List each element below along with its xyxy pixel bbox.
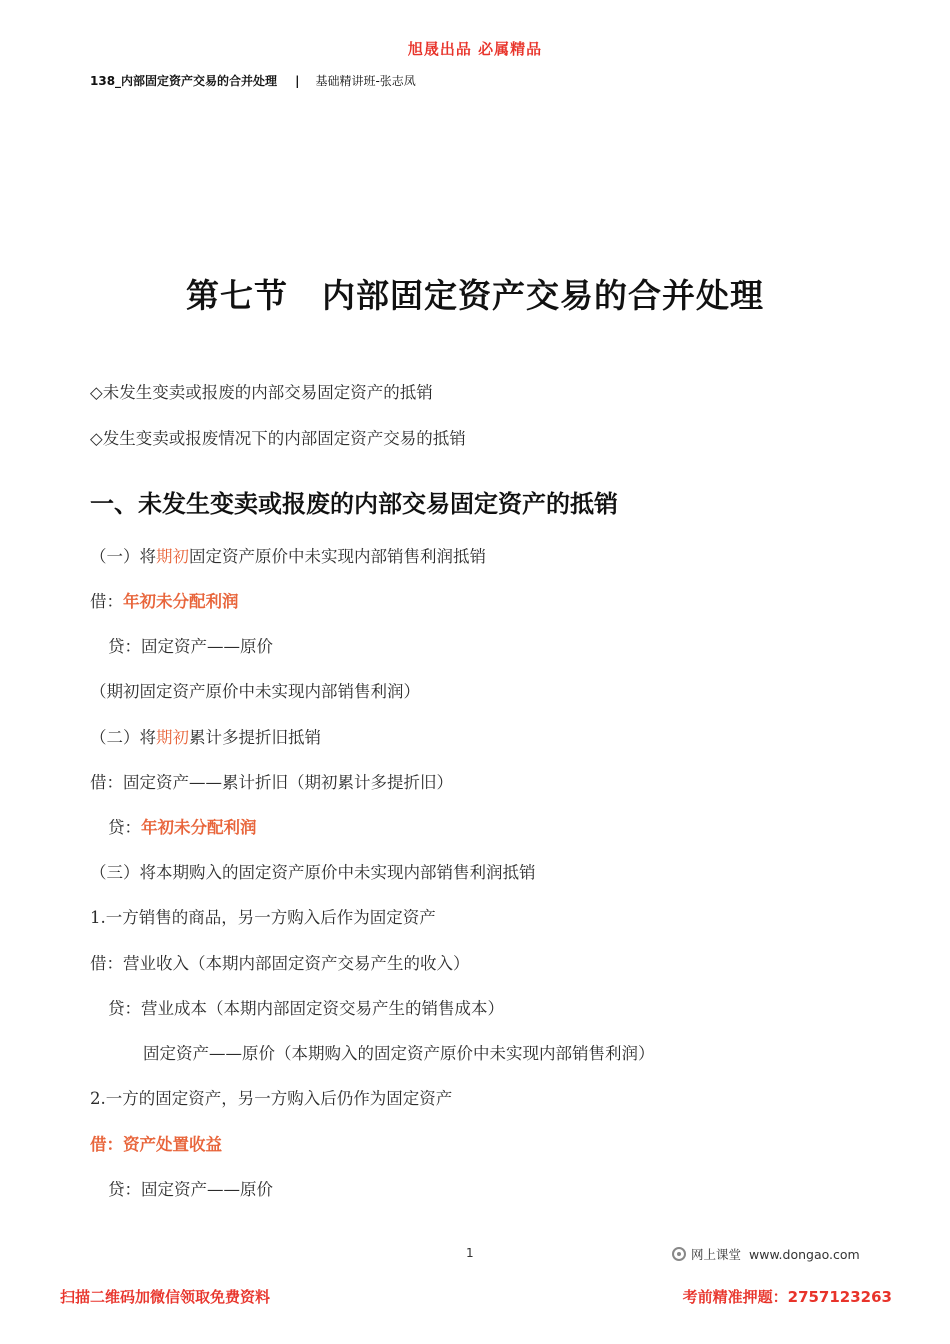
sub-item-1-debit: 借：营业收入（本期内部固定资产交易产生的收入）: [90, 954, 470, 973]
debit-value: 年初未分配利润: [123, 592, 239, 611]
brand-name: 网上课堂: [691, 1247, 742, 1262]
sub-item-2: 2.一方的固定资产，另一方购入后仍作为固定资产: [90, 1089, 453, 1108]
header-course: 基础精讲班-张志凤: [315, 74, 416, 88]
bullet-item: ◇发生变卖或报废情况下的内部固定资产交易的抵销: [90, 429, 466, 448]
brand-mark: [672, 1245, 860, 1263]
header-separator: |: [295, 73, 300, 88]
item-1-prefix: （一）将: [90, 547, 156, 566]
credit-label: 贷：: [108, 818, 141, 837]
credit-value: 年初未分配利润: [141, 818, 257, 837]
sub-item-2-credit: 贷：固定资产——原价: [108, 1180, 273, 1199]
dongao-logo-icon: [672, 1247, 686, 1261]
sub-item-2-debit: 借：资产处置收益: [90, 1135, 222, 1154]
header-title: 138_内部固定资产交易的合并处理: [90, 74, 278, 88]
item-1-highlight: 期初: [156, 547, 189, 566]
bullet-item: ◇未发生变卖或报废的内部交易固定资产的抵销: [90, 383, 433, 402]
item-1-credit: 贷：固定资产——原价: [108, 637, 273, 656]
item-1-suffix: 固定资产原价中未实现内部销售利润抵销: [189, 547, 486, 566]
sub-item-1-credit-2: 固定资产——原价（本期购入的固定资产原价中未实现内部销售利润）: [143, 1044, 655, 1063]
sub-item-1-credit: 贷：营业成本（本期内部固定资交易产生的销售成本）: [108, 999, 504, 1018]
item-1: [90, 543, 486, 567]
footer-left-promo: 扫描二维码加微信领取免费资料: [60, 1288, 271, 1306]
page-number: 1: [466, 1246, 474, 1260]
item-2-debit: 借：固定资产——累计折旧（期初累计多提折旧）: [90, 773, 453, 792]
page-title: 第七节 内部固定资产交易的合并处理: [186, 276, 764, 315]
footer-right-promo: 考前精准押题：2757123263: [682, 1288, 892, 1306]
item-3: （三）将本期购入的固定资产原价中未实现内部销售利润抵销: [90, 863, 536, 882]
item-2-prefix: （二）将: [90, 728, 156, 747]
item-1-note: （期初固定资产原价中未实现内部销售利润）: [90, 682, 420, 701]
item-1-debit: [90, 588, 239, 612]
item-2-credit: [108, 814, 257, 838]
page-header: [90, 72, 870, 89]
item-2: [90, 724, 321, 748]
item-2-suffix: 累计多提折旧抵销: [189, 728, 321, 747]
sub-item-1: 1.一方销售的商品，另一方购入后作为固定资产: [90, 908, 436, 927]
section-heading: 一、未发生变卖或报废的内部交易固定资产的抵销: [90, 489, 618, 518]
item-2-highlight: 期初: [156, 728, 189, 747]
debit-label: 借：: [90, 592, 123, 611]
top-banner: 旭晟出品 必属精品: [407, 40, 543, 58]
brand-url: www.dongao.com: [749, 1246, 860, 1262]
